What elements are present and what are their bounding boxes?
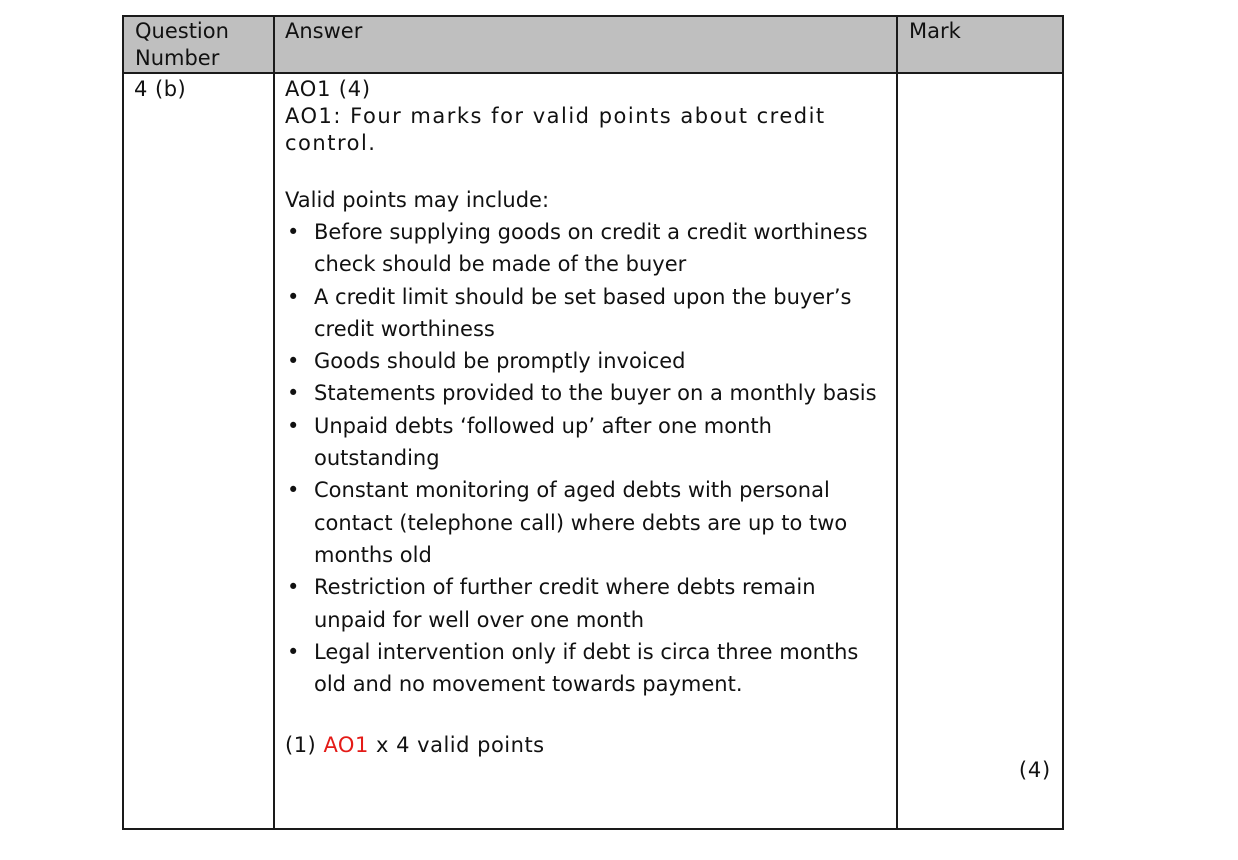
mark-value: (4): [1018, 758, 1051, 782]
question-number: 4 (b): [134, 77, 187, 101]
table-row: [123, 73, 1063, 829]
bullet-icon: •: [287, 284, 300, 309]
mark-cell: [897, 73, 1063, 829]
bullet-icon: •: [287, 575, 300, 600]
list-item: • Goods should be promptly invoiced: [285, 345, 888, 377]
list-item: • Statements provided to the buyer on a monthly basis: [285, 377, 888, 409]
answer-header: Answer: [274, 16, 897, 73]
list-item: • Constant monitoring of aged debts with personal contact (telephone call) where debts are up to two months old: [285, 474, 888, 571]
bullet-icon: •: [287, 349, 300, 374]
bullet-icon: •: [287, 381, 300, 406]
mark-scheme-table: [122, 15, 1064, 830]
list-item: • Legal intervention only if debt is circa three months old and no movement towards payment.: [285, 636, 888, 701]
bullet-icon: •: [287, 639, 300, 664]
list-item: • Restriction of further credit where debts remain unpaid for well over one month: [285, 571, 888, 636]
bullet-icon: •: [287, 220, 300, 244]
question-number-cell: [123, 73, 274, 829]
valid-points-list: [285, 216, 888, 700]
bullet-icon: •: [287, 478, 300, 503]
question-number-header: Question Number: [123, 16, 274, 73]
ao-description: AO1: Four marks for valid points about credit control.: [285, 104, 826, 155]
mark-summary: (1) AO1 x 4 valid points: [285, 733, 545, 758]
list-item: • Before supplying goods on credit a credit worthiness check should be made of the buyer: [285, 216, 888, 281]
mark-header: Mark: [897, 16, 1063, 73]
bullet-icon: •: [287, 413, 300, 438]
ao-heading: AO1 (4): [285, 77, 371, 101]
list-item: • A credit limit should be set based upon the buyer’s credit worthiness: [285, 281, 888, 346]
list-item: • Unpaid debts ‘followed up’ after one month outstanding: [285, 410, 888, 475]
valid-points-intro: Valid points may include:: [285, 188, 550, 212]
header-row: [123, 16, 1063, 73]
ao-tag: AO1: [323, 733, 369, 758]
answer-cell: [274, 73, 897, 829]
